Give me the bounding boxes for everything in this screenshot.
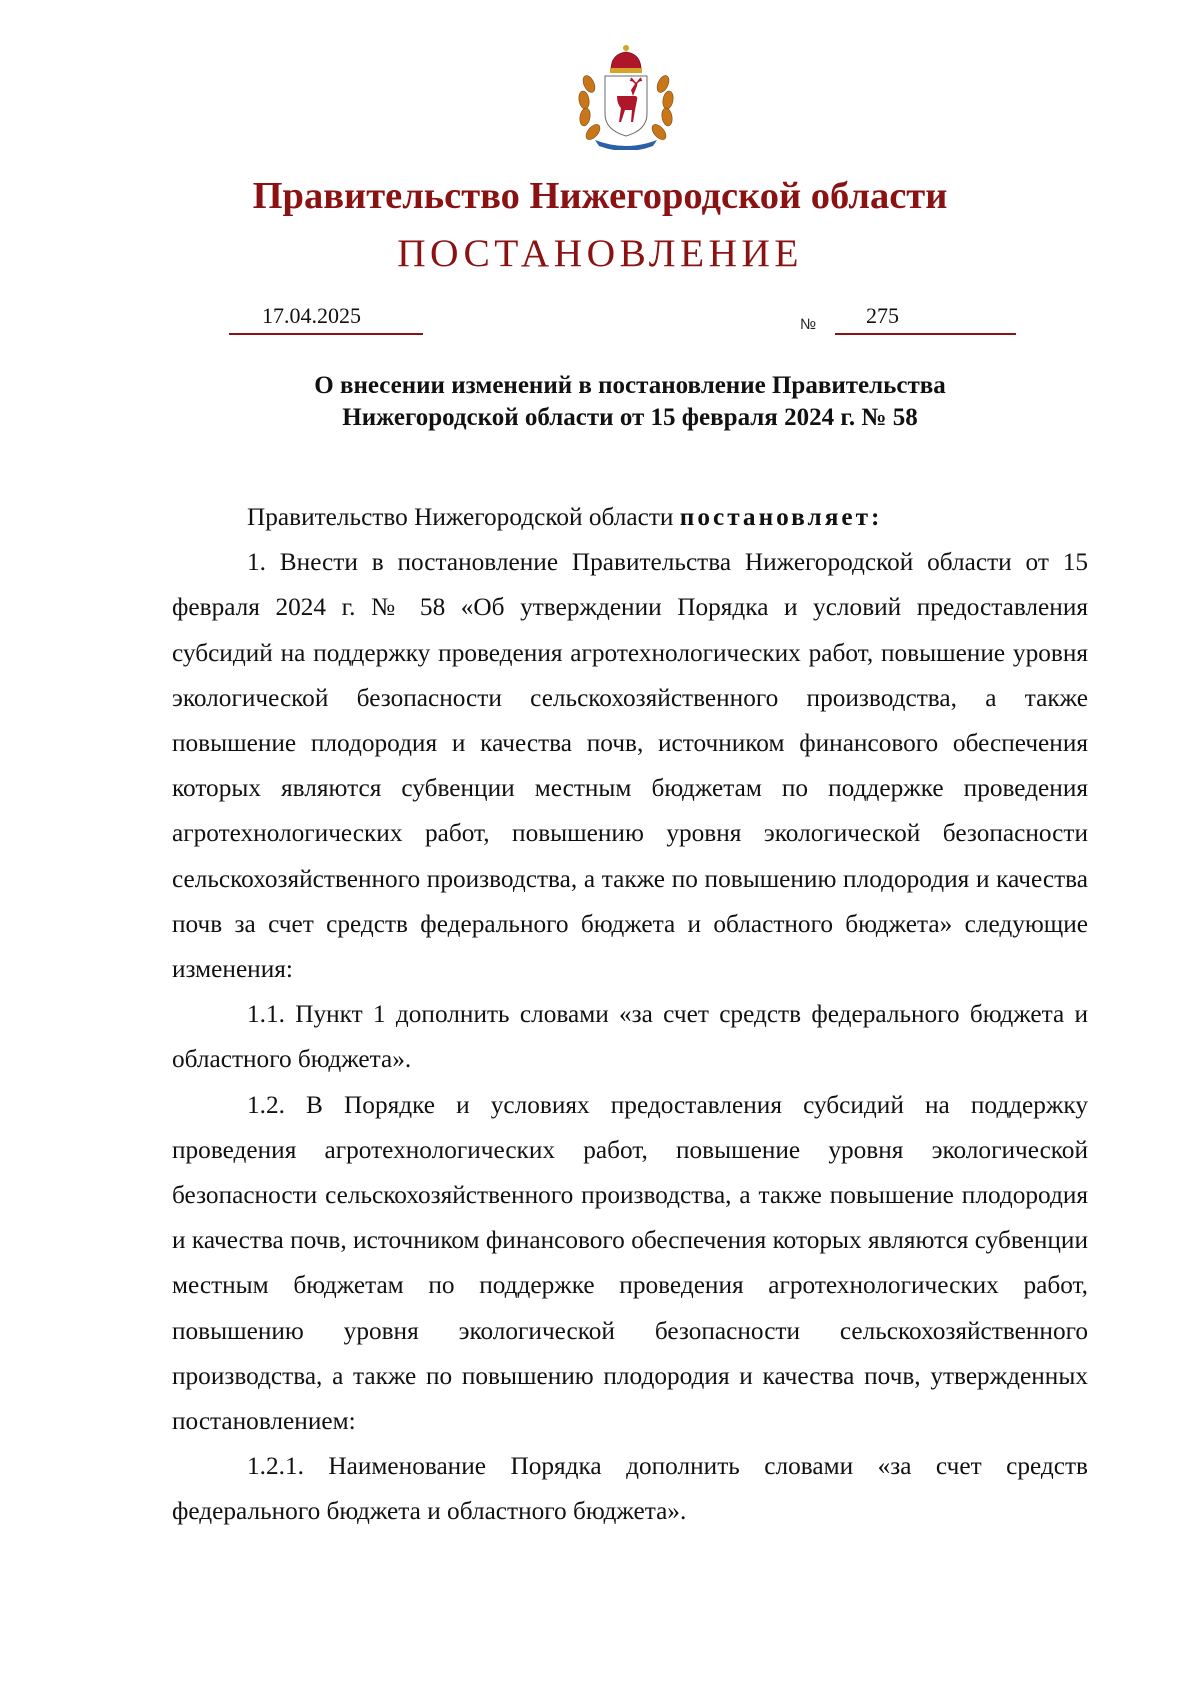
paragraph-1-2: 1.2. В Порядке и условиях предоставления субсидий на поддержку проведения агротехнологических работ, повышение уровня экологической безопасности сельскохозяйственного производства, а также повышение плодородия и качества почв, источником финансового обеспечения которых являются субвенции местным бюджетам по поддержке проведения агротехнологических работ, повышению уровня экологической безопасности сельскохозяйственного производства, а также по повышению плодородия и качества почв, утвержденных постановлением:: [172, 1090, 1088, 1436]
preamble-decree-word: постановляет:: [679, 503, 883, 531]
document-body: [172, 495, 1088, 1535]
document-subject: [0, 370, 1200, 434]
government-title: Правительство Нижегородской области: [252, 175, 948, 217]
paragraph-1: 1. Внести в постановление Правительства Нижегородской области от 15 февраля 2024 г. № 58 «Об утверждении Порядка и условий предоставления субсидий на поддержку проведения агротехнологических работ, повышение уровня экологической безопасности сельскохозяйственного производства, а также повышение плодородия и качества почв, источником финансового обеспечения которых являются субвенции местным бюджетам по поддержке проведения агротехнологических работ, повышению уровня экологической безопасности сельскохозяйственного производства, а также по повышению плодородия и качества почв за счет средств федерального бюджета и областного бюджета» следующие изменения:: [172, 548, 1088, 984]
preamble: [172, 495, 1088, 540]
subject-line-1: О внесении изменений в постановление Правительства: [314, 372, 946, 399]
paragraph-1-2-1: 1.2.1. Наименование Порядка дополнить словами «за счет средств федерального бюджета и областного бюджета».: [172, 1452, 1088, 1526]
number-sign: №: [800, 316, 817, 333]
paragraph-1-1: 1.1. Пункт 1 дополнить словами «за счет средств федерального бюджета и областного бюджета».: [172, 1000, 1088, 1074]
preamble-text: Правительство Нижегородской области: [247, 503, 680, 531]
document-type: ПОСТАНОВЛЕНИЕ: [397, 231, 803, 275]
document-number: 275: [866, 303, 899, 328]
subject-line-2: Нижегородской области от 15 февраля 2024 г. № 58: [342, 404, 918, 431]
number-field: [835, 303, 1016, 335]
date-field: [229, 303, 423, 335]
coat-of-arms-emblem: [575, 40, 677, 150]
document-date: 17.04.2025: [262, 303, 361, 328]
